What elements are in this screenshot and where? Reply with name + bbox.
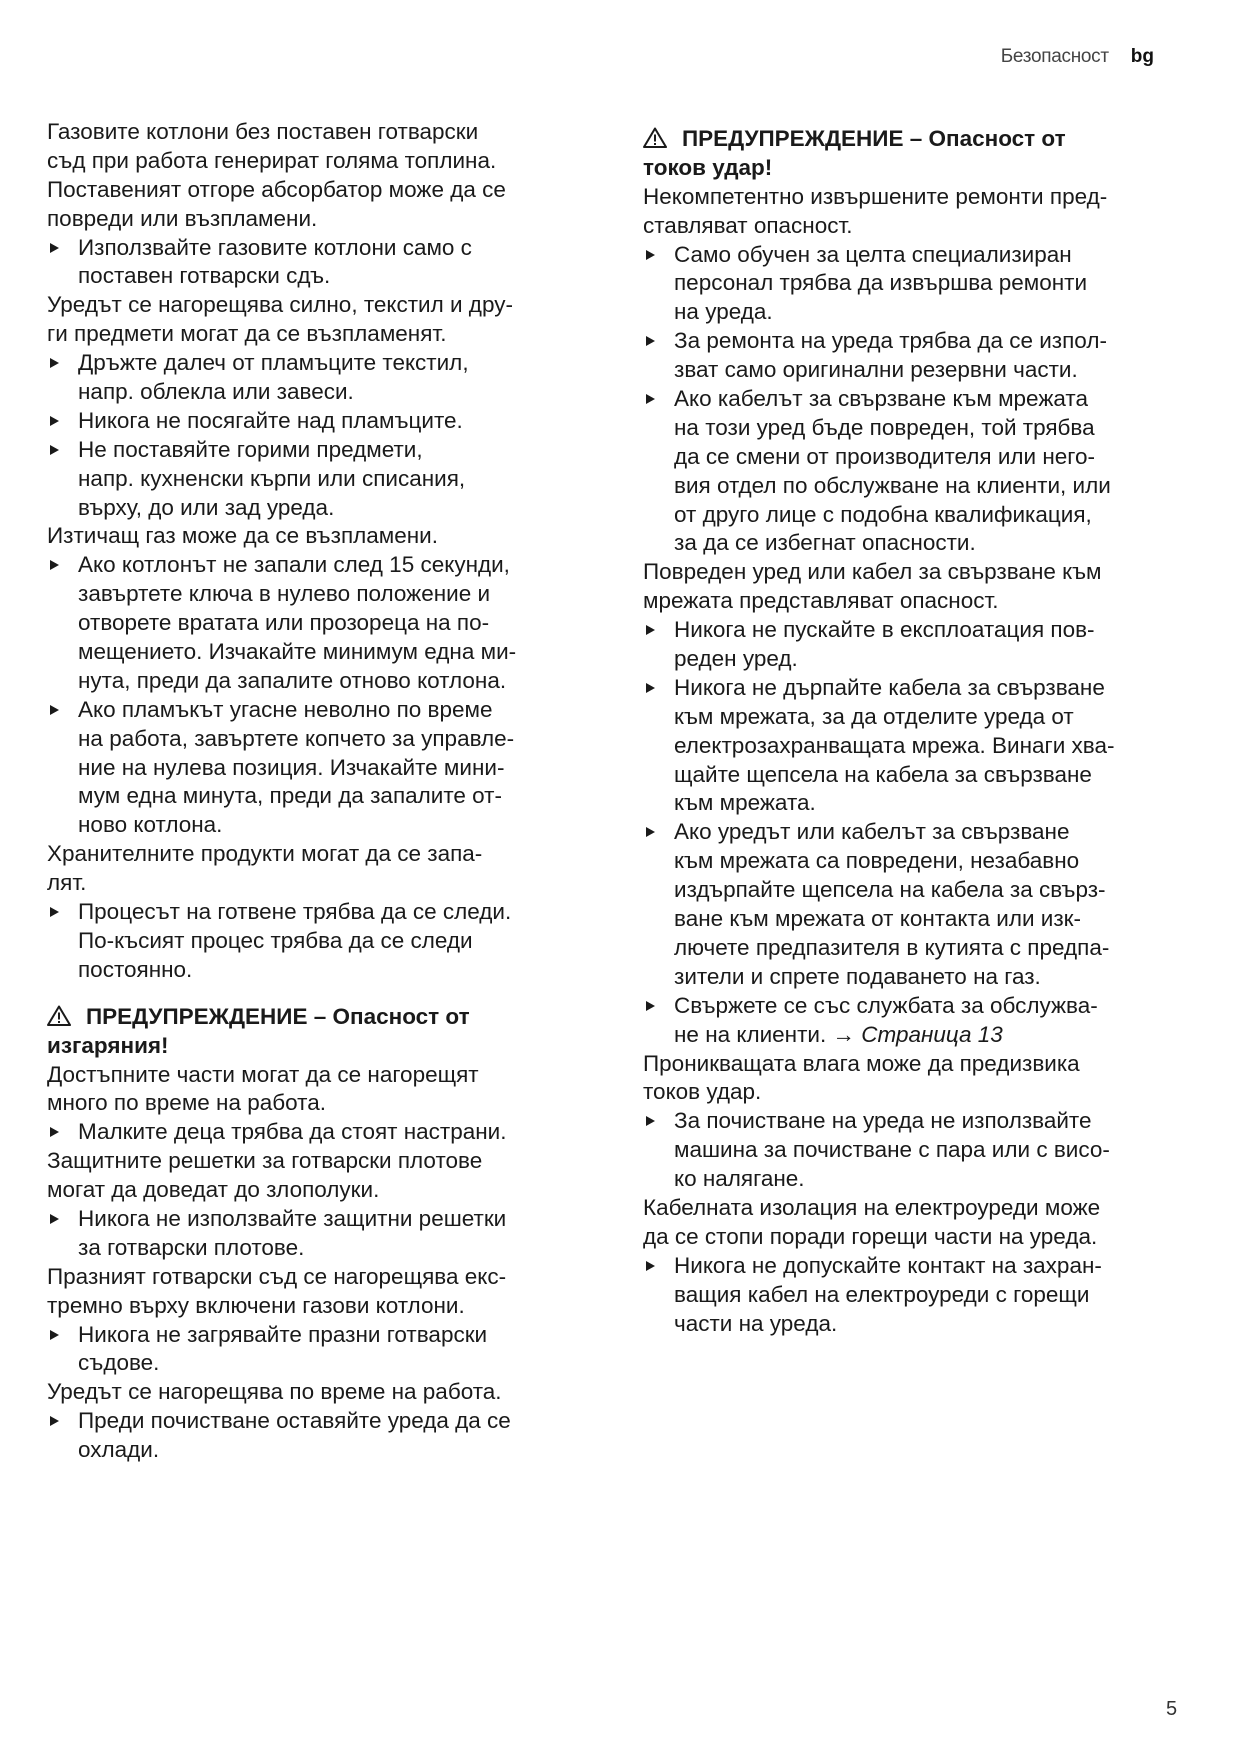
- bullet-arrow-icon: [50, 1127, 59, 1137]
- line-text: на работа, завъртете копчето за управле-: [78, 725, 515, 751]
- line-text: Преди почистване оставяйте уреда да се: [78, 1408, 511, 1434]
- paragraph: [47, 291, 607, 349]
- line-text: мум една минута, преди да запалите от-: [78, 783, 502, 809]
- line-text: персонал трябва да извършва ремонти: [674, 270, 1088, 296]
- text-line: [674, 789, 1203, 818]
- bullet-item: [643, 616, 1203, 674]
- text-line: [643, 212, 1203, 241]
- text-line: [47, 1147, 607, 1176]
- text-line: [643, 587, 1203, 616]
- text-line: [78, 1349, 607, 1378]
- bullet-arrow-icon: [50, 1330, 59, 1340]
- line-text: Уредът се нагорещява силно, текстил и дру-: [47, 292, 513, 318]
- line-text: Газовите котлони без поставен готварски: [47, 119, 479, 144]
- bullet-arrow-icon: [646, 827, 655, 837]
- line-text: да се смени от производителя или него-: [674, 443, 1096, 469]
- bullet-arrow-icon: [646, 336, 655, 346]
- warning-heading: [643, 125, 1203, 183]
- right-column: [643, 125, 1203, 1338]
- line-text: ване към мрежата от контакта или изк-: [674, 906, 1081, 932]
- warning-triangle-icon: [643, 127, 667, 148]
- text-line: [674, 616, 1203, 645]
- text-line: [674, 761, 1203, 790]
- text-line: [674, 1021, 1203, 1050]
- bullet-arrow-icon: [50, 1214, 59, 1224]
- text-line: [674, 1252, 1203, 1281]
- text-line: [674, 847, 1203, 876]
- text-line: [78, 754, 607, 783]
- bullet-arrow-icon: [50, 907, 59, 917]
- paragraph: [47, 1263, 607, 1321]
- language-code: bg: [1130, 46, 1154, 67]
- line-text: лят.: [47, 870, 87, 896]
- bullet-item: [643, 1252, 1203, 1339]
- line-text: Повреден уред или кабел за свързване към: [643, 559, 1102, 585]
- line-text: тремно върху включени газови котлони.: [47, 1292, 465, 1318]
- line-text: Никога не загрявайте празни готварски: [78, 1321, 488, 1347]
- text-line: [674, 298, 1203, 327]
- line-text: мрежата представляват опасност.: [643, 588, 999, 614]
- text-line: [47, 522, 607, 551]
- line-text: Използвайте газовите котлони само с: [78, 234, 472, 260]
- bullet-item: [47, 1321, 607, 1379]
- bullet-arrow-icon: [646, 1116, 655, 1126]
- bullet-item: [643, 385, 1203, 558]
- text-line: [78, 725, 607, 754]
- text-line: [47, 840, 607, 869]
- line-text: ПРЕДУПРЕЖДЕНИЕ – Опасност от: [682, 126, 1066, 151]
- line-text: повреди или възпламени.: [47, 205, 318, 231]
- text-line: [47, 291, 607, 320]
- bullet-arrow-icon: [646, 250, 655, 260]
- line-text: Никога не пускайте в експлоатация пов-: [674, 617, 1095, 643]
- line-text: За почистване на уреда не използвайте: [674, 1108, 1092, 1134]
- paragraph: [47, 1147, 607, 1205]
- text-line: [78, 696, 607, 725]
- left-column: [47, 118, 607, 1465]
- text-line: [674, 876, 1203, 905]
- text-line: [47, 1263, 607, 1292]
- text-line: [674, 472, 1203, 501]
- text-line: [47, 1176, 607, 1205]
- line-text: реден уред.: [674, 646, 798, 672]
- line-text: електрозахранващата мрежа. Винаги хва-: [674, 732, 1115, 758]
- bullet-arrow-icon: [646, 683, 655, 693]
- text-line: [47, 1292, 607, 1321]
- line-text: вия отдел по обслужване на клиенти, или: [674, 472, 1111, 498]
- text-line: [674, 529, 1203, 558]
- line-text: Никога не дърпайте кабела за свързване: [674, 674, 1105, 700]
- line-text: части на уреда.: [674, 1310, 838, 1336]
- text-line: [47, 147, 607, 176]
- line-text: за да се избегнат опасности.: [674, 530, 976, 556]
- text-line: [643, 154, 1203, 183]
- line-text: Хранителните продукти могат да се запа-: [47, 841, 483, 867]
- line-text: ние на нулева позиция. Изчакайте мини-: [78, 754, 505, 780]
- text-line: [78, 580, 607, 609]
- line-text: охлади.: [78, 1437, 160, 1463]
- text-line: [674, 732, 1203, 761]
- line-text: Защитните решетки за готварски плотове: [47, 1148, 483, 1174]
- text-line: [47, 1089, 607, 1118]
- text-line: [78, 407, 607, 436]
- bullet-item: [47, 407, 607, 436]
- bullet-arrow-icon: [646, 1261, 655, 1271]
- text-line: [674, 645, 1203, 674]
- bullet-item: [643, 1107, 1203, 1194]
- text-line: [47, 1032, 607, 1061]
- paragraph: [47, 522, 607, 551]
- text-line: [78, 1234, 607, 1263]
- line-text: лючете предпазителя в кутията с предпа-: [674, 934, 1110, 960]
- line-text: Празният готварски съд се нагорещява екс-: [47, 1263, 507, 1289]
- line-text: Никога не допускайте контакт на захран-: [674, 1252, 1102, 1278]
- paragraph: [643, 1050, 1203, 1108]
- line-text: от друго лице с подобна квалификация,: [674, 501, 1092, 527]
- text-line: [643, 1050, 1203, 1079]
- text-line: [78, 927, 607, 956]
- line-text: По-късият процес трябва да се следи: [78, 927, 473, 953]
- paragraph: [47, 118, 607, 234]
- text-line: [78, 234, 607, 263]
- text-line: [47, 1061, 607, 1090]
- line-text: Уредът се нагорещява по време на работа.: [47, 1379, 502, 1405]
- line-text: постоянно.: [78, 956, 193, 982]
- text-line: [674, 934, 1203, 963]
- bullet-item: [47, 551, 607, 695]
- text-line: [674, 905, 1203, 934]
- bullet-arrow-icon: [646, 625, 655, 635]
- line-text: не на клиенти. →: [674, 1021, 862, 1047]
- text-line: [78, 1407, 607, 1436]
- line-text: ПРЕДУПРЕЖДЕНИЕ – Опасност от: [86, 1003, 470, 1029]
- text-line: [674, 241, 1203, 270]
- text-line: [78, 1436, 607, 1465]
- text-line: [674, 269, 1203, 298]
- bullet-item: [643, 241, 1203, 328]
- line-text: отворете вратата или прозореца на по-: [78, 610, 490, 636]
- text-line: [47, 1378, 607, 1407]
- line-text: За ремонта на уреда трябва да се изпол-: [674, 328, 1107, 354]
- warning-triangle-icon: [47, 1005, 71, 1026]
- text-line: [643, 1078, 1203, 1107]
- text-line: [674, 1107, 1203, 1136]
- line-text: Ако кабелът за свързване към мрежата: [674, 386, 1088, 412]
- line-text: Никога не посягайте над пламъците.: [78, 407, 463, 433]
- text-line: [674, 443, 1203, 472]
- bullet-item: [47, 1118, 607, 1147]
- line-text: на този уред бъде повреден, той трябва: [674, 414, 1095, 440]
- line-text: Кабелната изолация на електроуреди може: [643, 1194, 1101, 1220]
- text-line: [78, 956, 607, 985]
- paragraph: [47, 1378, 607, 1407]
- bullet-arrow-icon: [50, 705, 59, 715]
- page-reference-link[interactable]: Страница 13: [861, 1021, 1003, 1047]
- bullet-item: [47, 1407, 607, 1465]
- line-text: върху, до или зад уреда.: [78, 494, 335, 520]
- warning-heading: [47, 1003, 607, 1061]
- bullet-item: [47, 436, 607, 523]
- line-text: ги предмети могат да се възпламенят.: [47, 321, 447, 347]
- line-text: щайте щепсела на кабела за свързване: [674, 761, 1092, 787]
- bullet-arrow-icon: [50, 243, 59, 253]
- text-line: [78, 494, 607, 523]
- line-text: към мрежата са повредени, незабавно: [674, 848, 1080, 874]
- text-line: [78, 898, 607, 927]
- line-text: ставляват опасност.: [643, 212, 853, 238]
- text-line: [674, 963, 1203, 992]
- text-line: [78, 1118, 607, 1147]
- text-line: [78, 638, 607, 667]
- paragraph: [47, 1061, 607, 1119]
- line-text: за готварски плотове.: [78, 1234, 305, 1260]
- line-text: към мрежата, за да отделите уреда от: [674, 703, 1074, 729]
- line-text: токов удар!: [643, 154, 773, 180]
- line-text: Само обучен за целта специализиран: [674, 241, 1072, 267]
- text-line: [674, 501, 1203, 530]
- bullet-item: [643, 327, 1203, 385]
- text-line: [674, 992, 1203, 1021]
- text-line: [643, 558, 1203, 587]
- text-line: [674, 1136, 1203, 1165]
- text-line: [674, 356, 1203, 385]
- bullet-item: [47, 696, 607, 840]
- bullet-arrow-icon: [50, 1416, 59, 1426]
- text-line: [643, 183, 1203, 212]
- text-line: [674, 674, 1203, 703]
- text-line: [47, 320, 607, 349]
- text-line: [674, 385, 1203, 414]
- line-text: Некомпетентно извършените ремонти пред-: [643, 183, 1108, 209]
- text-line: [78, 465, 607, 494]
- text-line: [47, 176, 607, 205]
- text-line: [47, 205, 607, 234]
- line-text: да се стопи поради горещи части на уреда.: [643, 1223, 1098, 1249]
- line-text: Ако котлонът не запали след 15 секунди,: [78, 552, 510, 578]
- bullet-item: [47, 349, 607, 407]
- line-text: завъртете ключа в нулево положение и: [78, 581, 491, 607]
- text-line: [78, 378, 607, 407]
- line-text: Процесът на готвене трябва да се следи.: [78, 899, 512, 925]
- paragraph: [643, 1194, 1203, 1252]
- text-line: [78, 1205, 607, 1234]
- bullet-arrow-icon: [646, 1001, 655, 1011]
- text-line: [78, 609, 607, 638]
- line-text: Ако уредът или кабелът за свързване: [674, 819, 1070, 845]
- line-text: Дръжте далеч от пламъците текстил,: [78, 350, 469, 376]
- paragraph: [47, 840, 607, 898]
- line-text: Изтичащ газ може да се възпламени.: [47, 523, 438, 549]
- line-text: токов удар.: [643, 1079, 762, 1105]
- line-text: ново котлона.: [78, 812, 223, 838]
- bullet-item: [643, 818, 1203, 991]
- line-text: Никога не използвайте защитни решетки: [78, 1205, 507, 1231]
- text-line: [643, 1223, 1203, 1252]
- text-line: [674, 1165, 1203, 1194]
- line-text: могат да доведат до злополуки.: [47, 1177, 380, 1203]
- line-text: Не поставяйте горими предмети,: [78, 436, 423, 462]
- line-text: Свържете се със службата за обслужва-: [674, 992, 1098, 1018]
- line-text: зители и спрете подаването на газ.: [674, 963, 1041, 989]
- line-text: напр. кухненски кърпи или списания,: [78, 465, 466, 491]
- text-line: [643, 1194, 1203, 1223]
- text-line: [674, 818, 1203, 847]
- text-line: [78, 551, 607, 580]
- text-line: [78, 811, 607, 840]
- line-text: съдове.: [78, 1350, 160, 1376]
- text-line: [674, 327, 1203, 356]
- text-line: [47, 869, 607, 898]
- line-text: ващия кабел на електроуреди с горещи: [674, 1281, 1090, 1307]
- text-line: [78, 1321, 607, 1350]
- text-line: [47, 1003, 607, 1032]
- paragraph: [643, 558, 1203, 616]
- section-title: Безопасност: [1000, 46, 1109, 67]
- text-line: [674, 414, 1203, 443]
- line-text: към мрежата.: [674, 790, 816, 816]
- line-text: на уреда.: [674, 299, 773, 325]
- line-text: Проникващата влага може да предизвика: [643, 1050, 1080, 1076]
- bullet-arrow-icon: [646, 394, 655, 404]
- page-number: 5: [1166, 1698, 1178, 1720]
- line-text: Поставеният отгоре абсорбатор може да се: [47, 176, 506, 202]
- bullet-item: [47, 234, 607, 292]
- line-text: издърпайте щепсела на кабела за свърз-: [674, 877, 1106, 903]
- bullet-item: [47, 1205, 607, 1263]
- line-text: поставен готварски сдъ.: [78, 263, 331, 289]
- bullet-item: [643, 674, 1203, 818]
- bullet-arrow-icon: [50, 560, 59, 570]
- line-text: машина за почистване с пара или с висо-: [674, 1137, 1110, 1163]
- line-text: много по време на работа.: [47, 1090, 326, 1116]
- line-text: ко налягане.: [674, 1166, 805, 1192]
- text-line: [674, 703, 1203, 732]
- bullet-arrow-icon: [50, 358, 59, 368]
- text-line: [78, 667, 607, 696]
- line-text: зват само оригинални резервни части.: [674, 357, 1078, 383]
- text-line: [78, 782, 607, 811]
- running-header: [1001, 46, 1154, 68]
- line-text: мещението. Изчакайте минимум една ми-: [78, 639, 517, 665]
- line-text: нута, преди да запалите отново котлона.: [78, 667, 507, 693]
- bullet-item: [643, 992, 1203, 1050]
- bullet-item: [47, 898, 607, 985]
- paragraph: [643, 183, 1203, 241]
- line-text: съд при работа генерират голяма топлина.: [47, 147, 497, 173]
- text-line: [78, 262, 607, 291]
- line-text: напр. облекла или завеси.: [78, 379, 354, 405]
- line-text: Ако пламъкът угасне неволно по време: [78, 696, 493, 722]
- line-text: Малките деца трябва да стоят настрани.: [78, 1119, 507, 1145]
- text-line: [674, 1310, 1203, 1339]
- line-text: Достъпните части могат да се нагорещят: [47, 1061, 479, 1087]
- bullet-arrow-icon: [50, 416, 59, 426]
- text-line: [78, 349, 607, 378]
- text-line: [47, 118, 607, 147]
- text-line: [674, 1281, 1203, 1310]
- bullet-arrow-icon: [50, 445, 59, 455]
- text-line: [643, 125, 1203, 154]
- text-line: [78, 436, 607, 465]
- line-text: изгаряния!: [47, 1032, 169, 1058]
